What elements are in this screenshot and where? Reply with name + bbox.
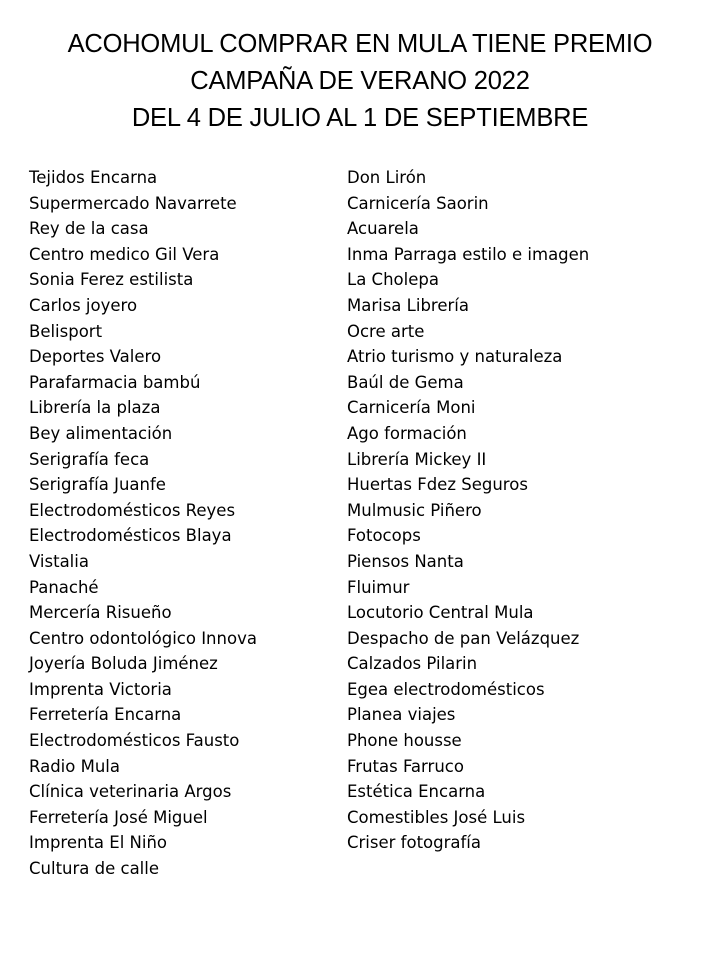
left-business-item: Centro medico Gil Vera [29, 244, 220, 264]
right-business-item: Baúl de Gema [347, 372, 464, 392]
right-business-item: Locutorio Central Mula [347, 603, 534, 623]
left-business-item: Rey de la casa [29, 219, 149, 239]
left-business-item: Mercería Risueño [29, 603, 172, 623]
left-business-item: Bey alimentación [29, 423, 173, 443]
header-campaign: CAMPAÑA DE VERANO 2022 [190, 67, 530, 95]
right-business-item: Inma Parraga estilo e imagen [347, 244, 590, 264]
right-business-item: Marisa Librería [347, 295, 469, 315]
left-business-item: Serigrafía feca [29, 449, 150, 469]
right-business-item: Planea viajes [347, 705, 456, 725]
right-business-item: Egea electrodomésticos [347, 679, 545, 699]
left-business-item: Electrodomésticos Blaya [29, 526, 232, 546]
left-business-item: Vistalia [29, 551, 89, 571]
right-business-item: Librería Mickey II [347, 449, 487, 469]
campaign-header [0, 26, 720, 137]
right-business-item: Estética Encarna [347, 782, 486, 802]
left-business-item: Tejidos Encarna [29, 168, 158, 187]
left-business-item: Supermercado Navarrete [29, 193, 237, 213]
header-title: ACOHOMUL COMPRAR EN MULA TIENE PREMIO [67, 30, 653, 58]
left-business-item: Clínica veterinaria Argos [29, 782, 232, 802]
header-dates: DEL 4 DE JULIO AL 1 DE SEPTIEMBRE [131, 104, 589, 132]
left-business-item: Serigrafía Juanfe [29, 475, 166, 495]
right-business-item: Comestibles José Luis [347, 807, 526, 827]
right-business-item: Acuarela [347, 219, 419, 239]
left-business-item: Joyería Boluda Jiménez [29, 654, 218, 674]
right-business-item: Fluimur [347, 577, 410, 597]
left-business-item: Librería la plaza [29, 398, 161, 418]
right-column [347, 165, 589, 856]
left-business-item: Imprenta El Niño [29, 833, 168, 853]
left-business-item: Electrodomésticos Fausto [29, 731, 240, 751]
left-business-item: Deportes Valero [29, 347, 162, 367]
left-business-item: Cultura de calle [29, 859, 160, 879]
left-business-item: Centro odontológico Innova [29, 628, 257, 648]
right-business-item: Don Lirón [347, 168, 427, 187]
left-business-item: Ferretería José Miguel [29, 807, 208, 827]
right-business-item: Calzados Pilarin [347, 654, 478, 674]
right-business-item: Fotocops [347, 526, 421, 546]
right-business-item: Ago formación [347, 423, 467, 443]
left-business-item: Parafarmacia bambú [29, 372, 201, 392]
left-business-item: Radio Mula [29, 756, 120, 776]
right-business-item: Criser fotografía [347, 833, 482, 853]
right-business-item: Despacho de pan Velázquez [347, 628, 580, 648]
right-business-item: Carnicería Moni [347, 398, 476, 418]
right-business-item: Piensos Nanta [347, 551, 464, 571]
right-business-item: La Cholepa [347, 270, 439, 290]
right-business-item: Phone housse [347, 731, 462, 751]
left-business-item: Ferretería Encarna [29, 705, 182, 725]
left-business-item: Sonia Ferez estilista [29, 270, 194, 290]
right-business-item: Ocre arte [347, 321, 425, 341]
right-business-item: Mulmusic Piñero [347, 500, 482, 520]
left-column [29, 165, 257, 882]
right-business-item: Huertas Fdez Seguros [347, 475, 528, 495]
left-business-item: Panaché [29, 577, 99, 597]
right-business-item: Atrio turismo y naturaleza [347, 347, 563, 367]
left-business-item: Belisport [29, 321, 103, 341]
left-business-item: Carlos joyero [29, 295, 138, 315]
right-business-item: Frutas Farruco [347, 756, 464, 776]
left-business-item: Electrodomésticos Reyes [29, 500, 236, 520]
right-business-item: Carnicería Saorin [347, 193, 489, 213]
left-business-item: Imprenta Victoria [29, 679, 172, 699]
